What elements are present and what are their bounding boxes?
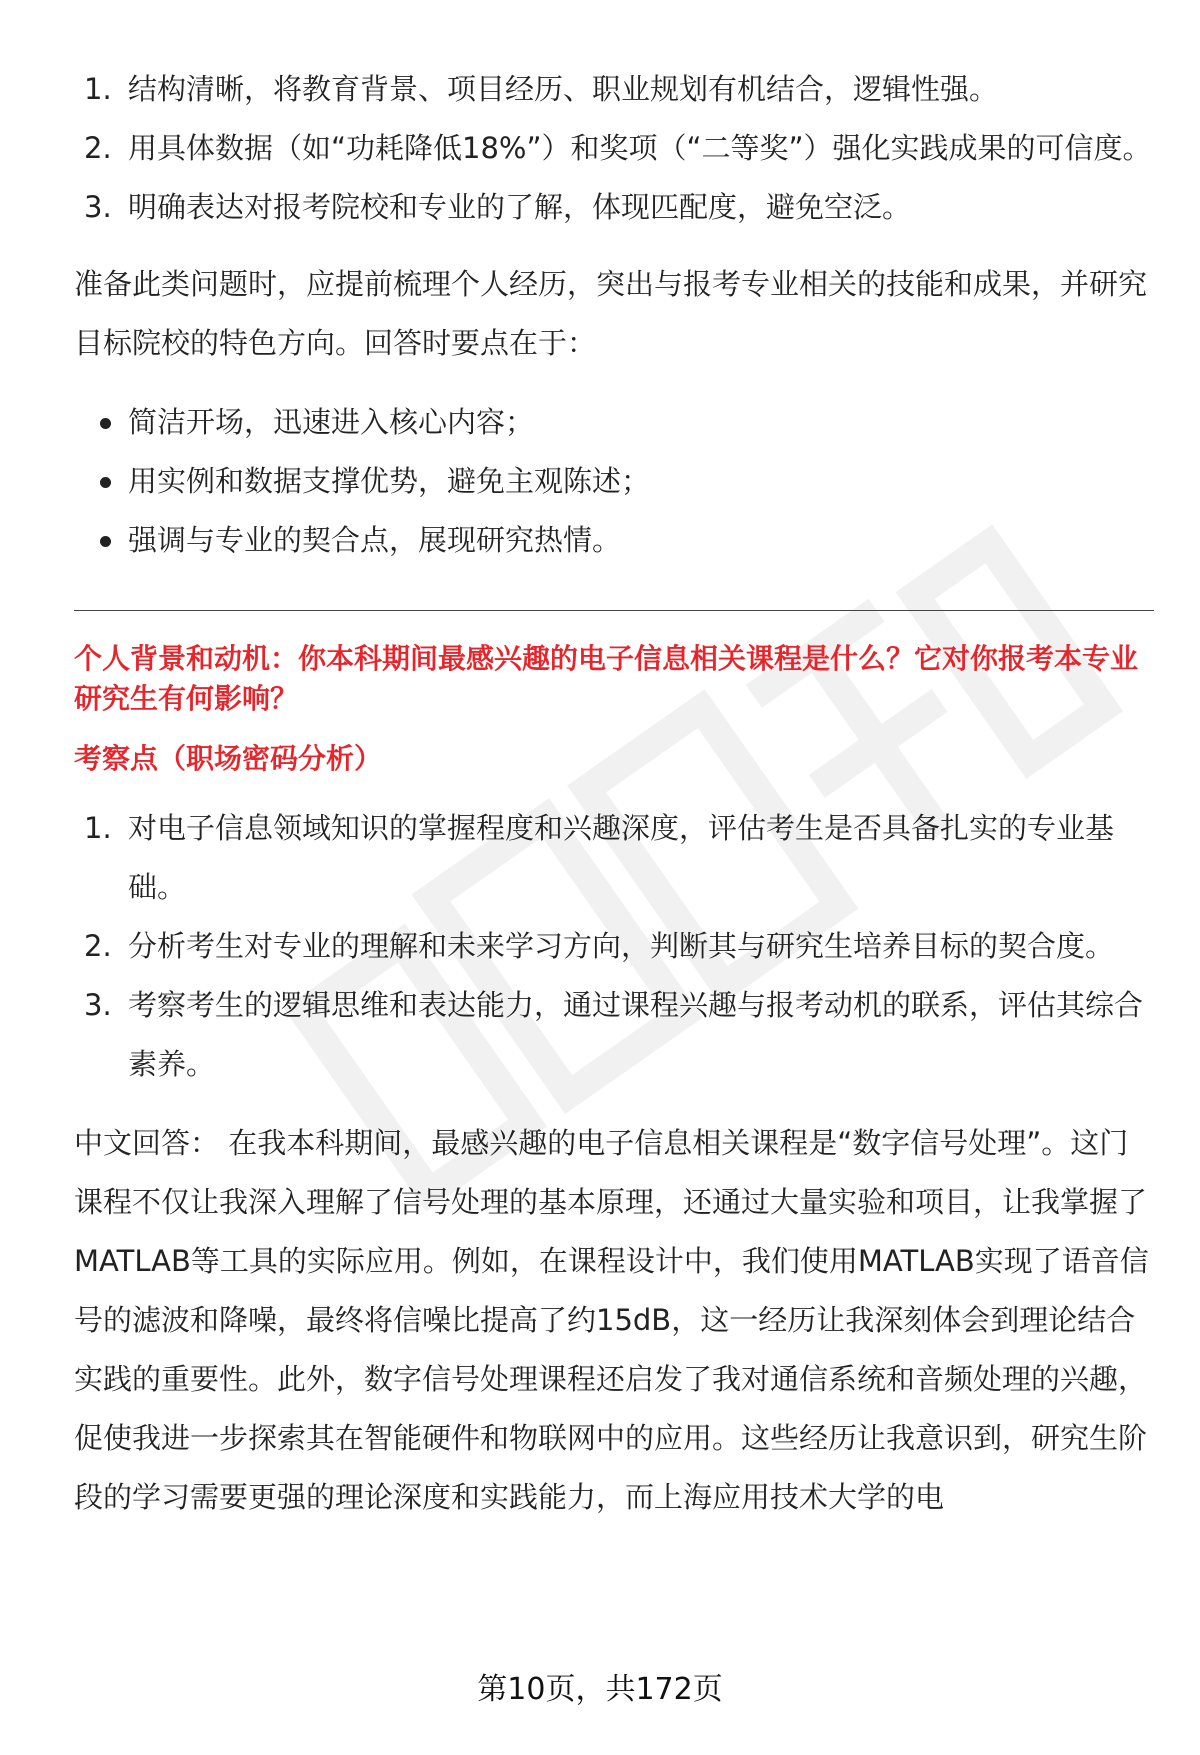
list-number: 2. xyxy=(84,929,112,963)
list-text: 简洁开场，迅速进入核心内容； xyxy=(128,405,535,439)
analysis-ordered-list xyxy=(74,799,1154,1094)
list-item xyxy=(74,452,1154,511)
list-text: 用具体数据（如“功耗降低18%”）和奖项（“二等奖”）强化实践成果的可信度。 xyxy=(128,131,1152,165)
list-text: 明确表达对报考院校和专业的了解，体现匹配度，避免空泛。 xyxy=(128,190,912,224)
list-item xyxy=(74,60,1154,119)
list-item xyxy=(74,917,1154,976)
question-heading: 个人背景和动机：你本科期间最感兴趣的电子信息相关课程是什么？它对你报考本专业研究生有何影响？ xyxy=(74,642,1139,715)
list-text: 对电子信息领域知识的掌握程度和兴趣深度，评估考生是否具备扎实的专业基础。 xyxy=(128,811,1115,904)
analysis-heading: 考察点（职场密码分析） xyxy=(74,742,383,775)
section-divider xyxy=(74,610,1154,611)
bullet-icon xyxy=(100,477,111,488)
list-item xyxy=(74,119,1154,178)
bullet-icon xyxy=(100,418,111,429)
tips-bullet-list xyxy=(74,393,1154,570)
bullet-icon xyxy=(100,536,111,547)
list-number: 1. xyxy=(84,72,112,106)
list-number: 1. xyxy=(84,811,112,845)
list-text: 用实例和数据支撑优势，避免主观陈述； xyxy=(128,464,651,498)
answer-paragraph: 中文回答： 在我本科期间，最感兴趣的电子信息相关课程是“数字信号处理”。这门课程不仅让我深入理解了信号处理的基本原理，还通过大量实验和项目，让我掌握了MATLAB等工具的实际应用。例如，在课程设计中，我们使用MATLAB实现了语音信号的滤波和降噪，最终将信噪比提高了约15dB，这一经历让我深刻体会到理论结合实践的重要性。此外，数字信号处理课程还启发了我对通信系统和音频处理的兴趣，促使我进一步探索其在智能硬件和物联网中的应用。这些经历让我意识到，研究生阶段的学习需要更强的理论深度和实践能力，而上海应用技术大学的电 xyxy=(74,1126,1149,1514)
list-number: 3. xyxy=(84,190,112,224)
list-number: 3. xyxy=(84,988,112,1022)
list-text: 考察考生的逻辑思维和表达能力，通过课程兴趣与报考动机的联系，评估其综合素养。 xyxy=(128,988,1144,1081)
list-text: 强调与专业的契合点，展现研究热情。 xyxy=(128,523,622,557)
list-item xyxy=(74,799,1154,917)
list-item xyxy=(74,511,1154,570)
list-number: 2. xyxy=(84,131,112,165)
list-item xyxy=(74,976,1154,1094)
top-ordered-list xyxy=(74,60,1154,237)
list-text: 分析考生对专业的理解和未来学习方向，判断其与研究生培养目标的契合度。 xyxy=(128,929,1115,963)
list-item xyxy=(74,393,1154,452)
list-text: 结构清晰，将教育背景、项目经历、职业规划有机结合，逻辑性强。 xyxy=(128,72,999,106)
page-content xyxy=(74,60,1154,1527)
list-item xyxy=(74,178,1154,237)
prep-paragraph: 准备此类问题时，应提前梳理个人经历，突出与报考专业相关的技能和成果，并研究目标院校的特色方向。回答时要点在于： xyxy=(74,267,1148,360)
page-number-footer: 第10页，共172页 xyxy=(477,1672,723,1707)
